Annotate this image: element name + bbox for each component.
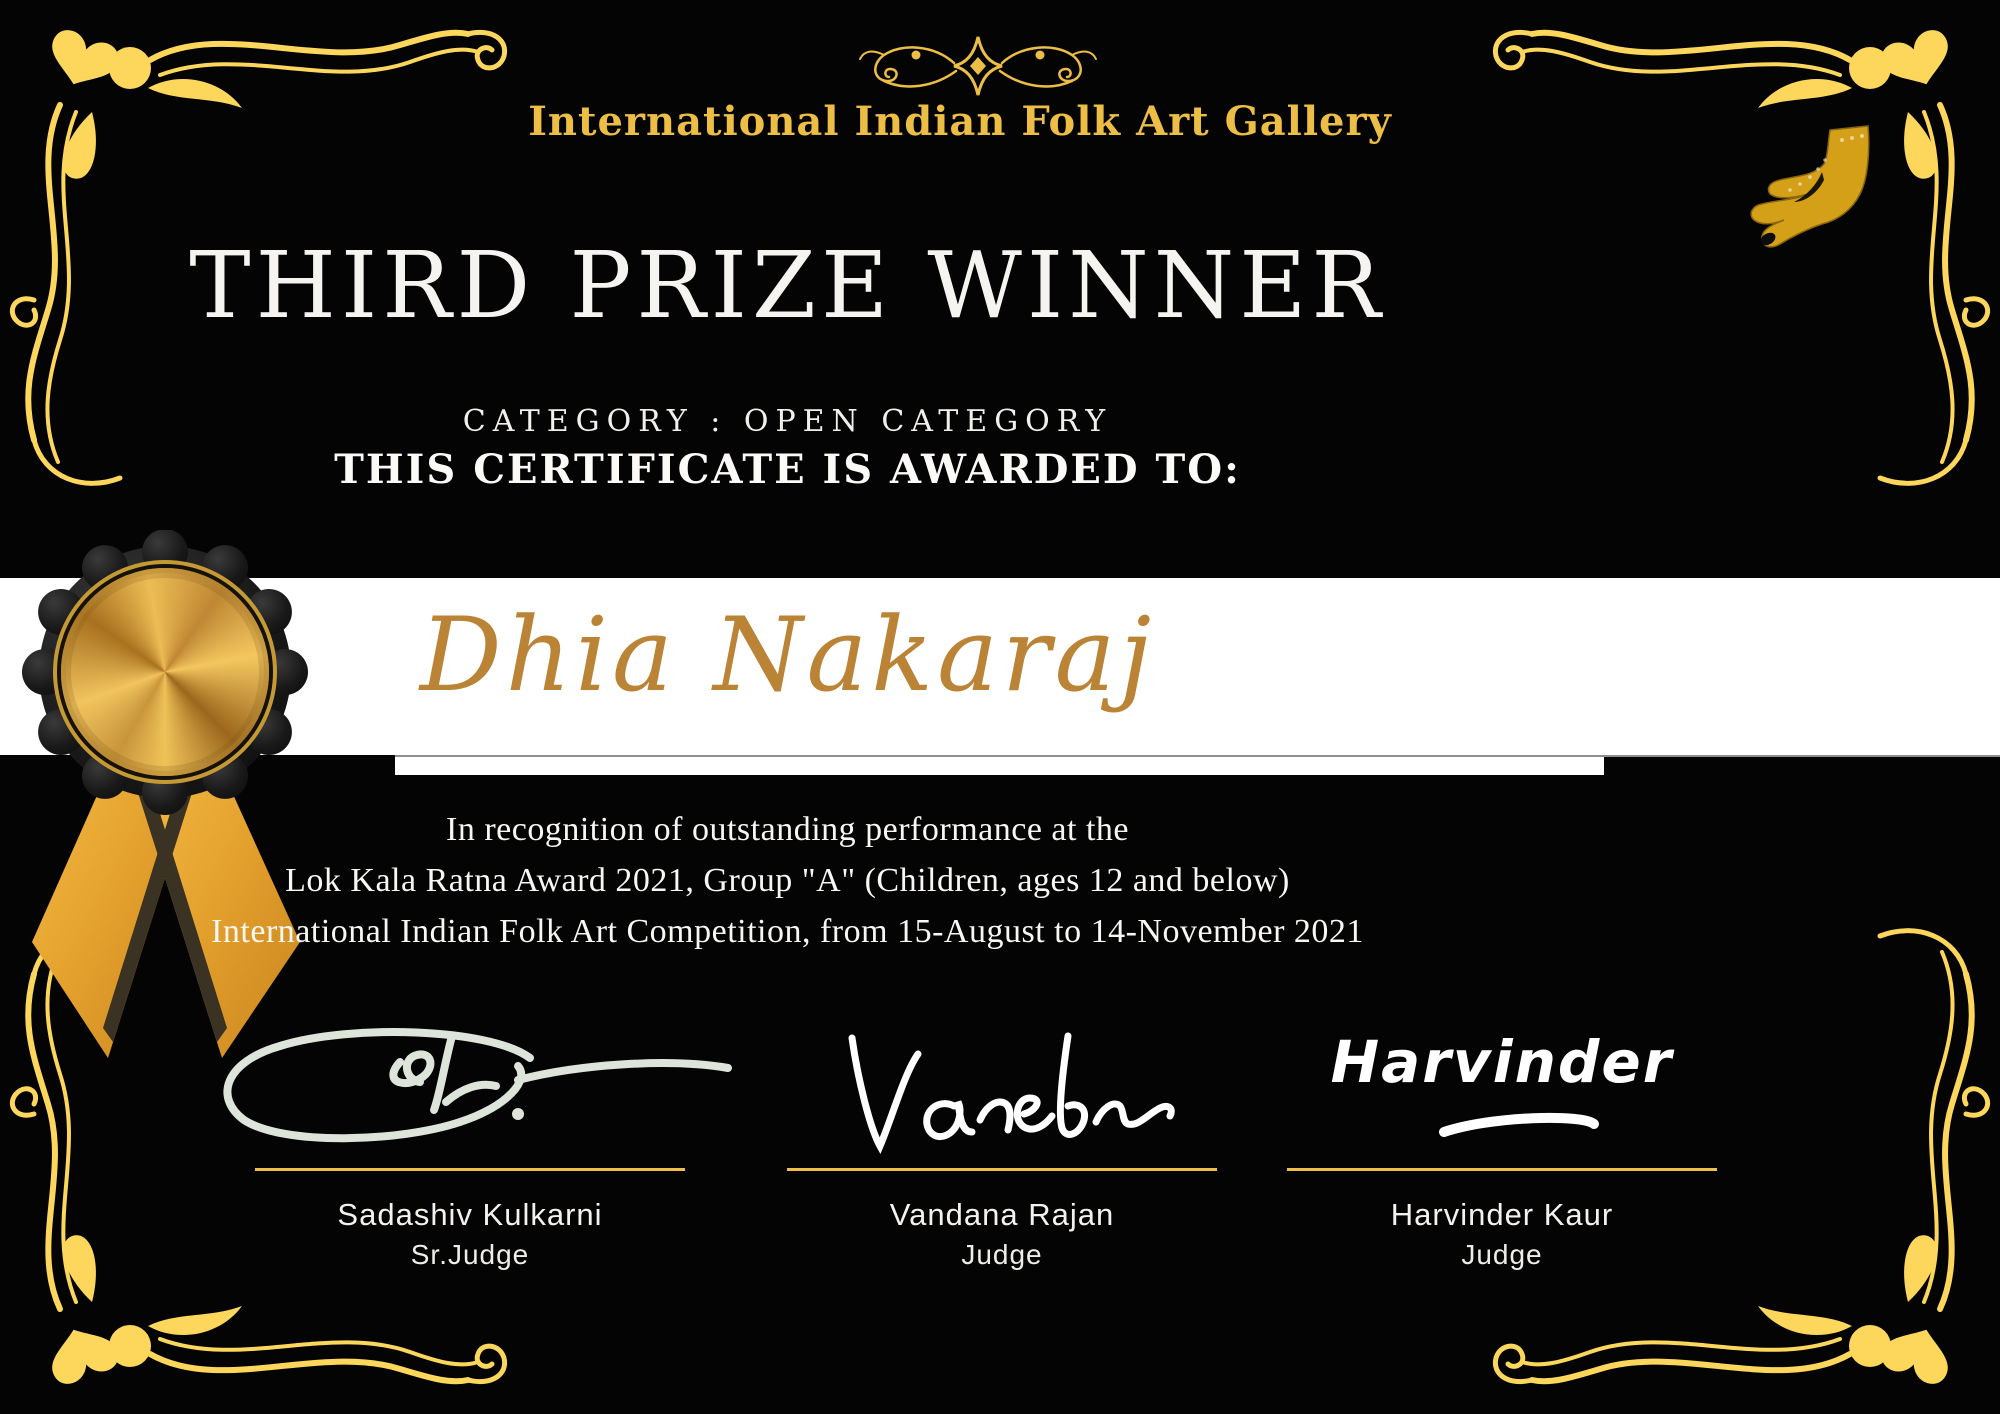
signatory-name-1: Sadashiv Kulkarni (337, 1197, 603, 1232)
signatory-block-2 (762, 1010, 1242, 1271)
handwritten-marker-signature: Harvinder (1330, 1028, 1674, 1096)
signatory-block-3 (1262, 1010, 1742, 1271)
signature-line-2 (787, 1168, 1217, 1171)
name-plate (395, 757, 1604, 775)
signatory-title-1: Sr.Judge (410, 1239, 530, 1270)
signatory-title-2: Judge (961, 1239, 1043, 1270)
signature-line-3 (1287, 1168, 1717, 1171)
handwritten-script-signature-icon (762, 1010, 1242, 1168)
signature-line-1 (255, 1168, 685, 1171)
gold-medal-ribbon-icon (15, 530, 325, 1075)
signature-swoosh-icon (1262, 1010, 1742, 1168)
signature-area-1 (230, 1010, 710, 1168)
medal-disc (61, 568, 269, 776)
recognition-line-1: In recognition of outstanding performance at the (446, 811, 1129, 848)
awarded-to-label: THIS CERTIFICATE IS AWARDED TO: (334, 446, 1241, 493)
signature-area-3 (1262, 1010, 1742, 1168)
recognition-line-2: Lok Kala Ratna Award 2021, Group "A" (Children, ages 12 and below) (285, 862, 1290, 899)
recognition-line-3: International Indian Folk Art Competition, from 15-August to 14-November 2021 (211, 913, 1364, 950)
signatory-name-2: Vandana Rajan (889, 1197, 1115, 1232)
organization-title: International Indian Folk Art Gallery (528, 98, 1392, 145)
category-line: CATEGORY : OPEN CATEGORY (462, 404, 1113, 439)
certificate-title: THIRD PRIZE WINNER (189, 232, 1386, 339)
signatory-name-3: Harvinder Kaur (1390, 1197, 1614, 1232)
signatory-block-1 (230, 1010, 710, 1271)
recognition-text (0, 804, 1575, 957)
calligraphic-divider-icon (858, 34, 1098, 100)
signatory-title-3: Judge (1461, 1239, 1543, 1270)
recipient-name: Dhia Nakaraj (419, 596, 1156, 715)
signature-area-2 (762, 1010, 1242, 1168)
ornate-hand-mudra-icon (1730, 120, 1880, 270)
handwritten-swirl-signature-icon (200, 1010, 740, 1168)
